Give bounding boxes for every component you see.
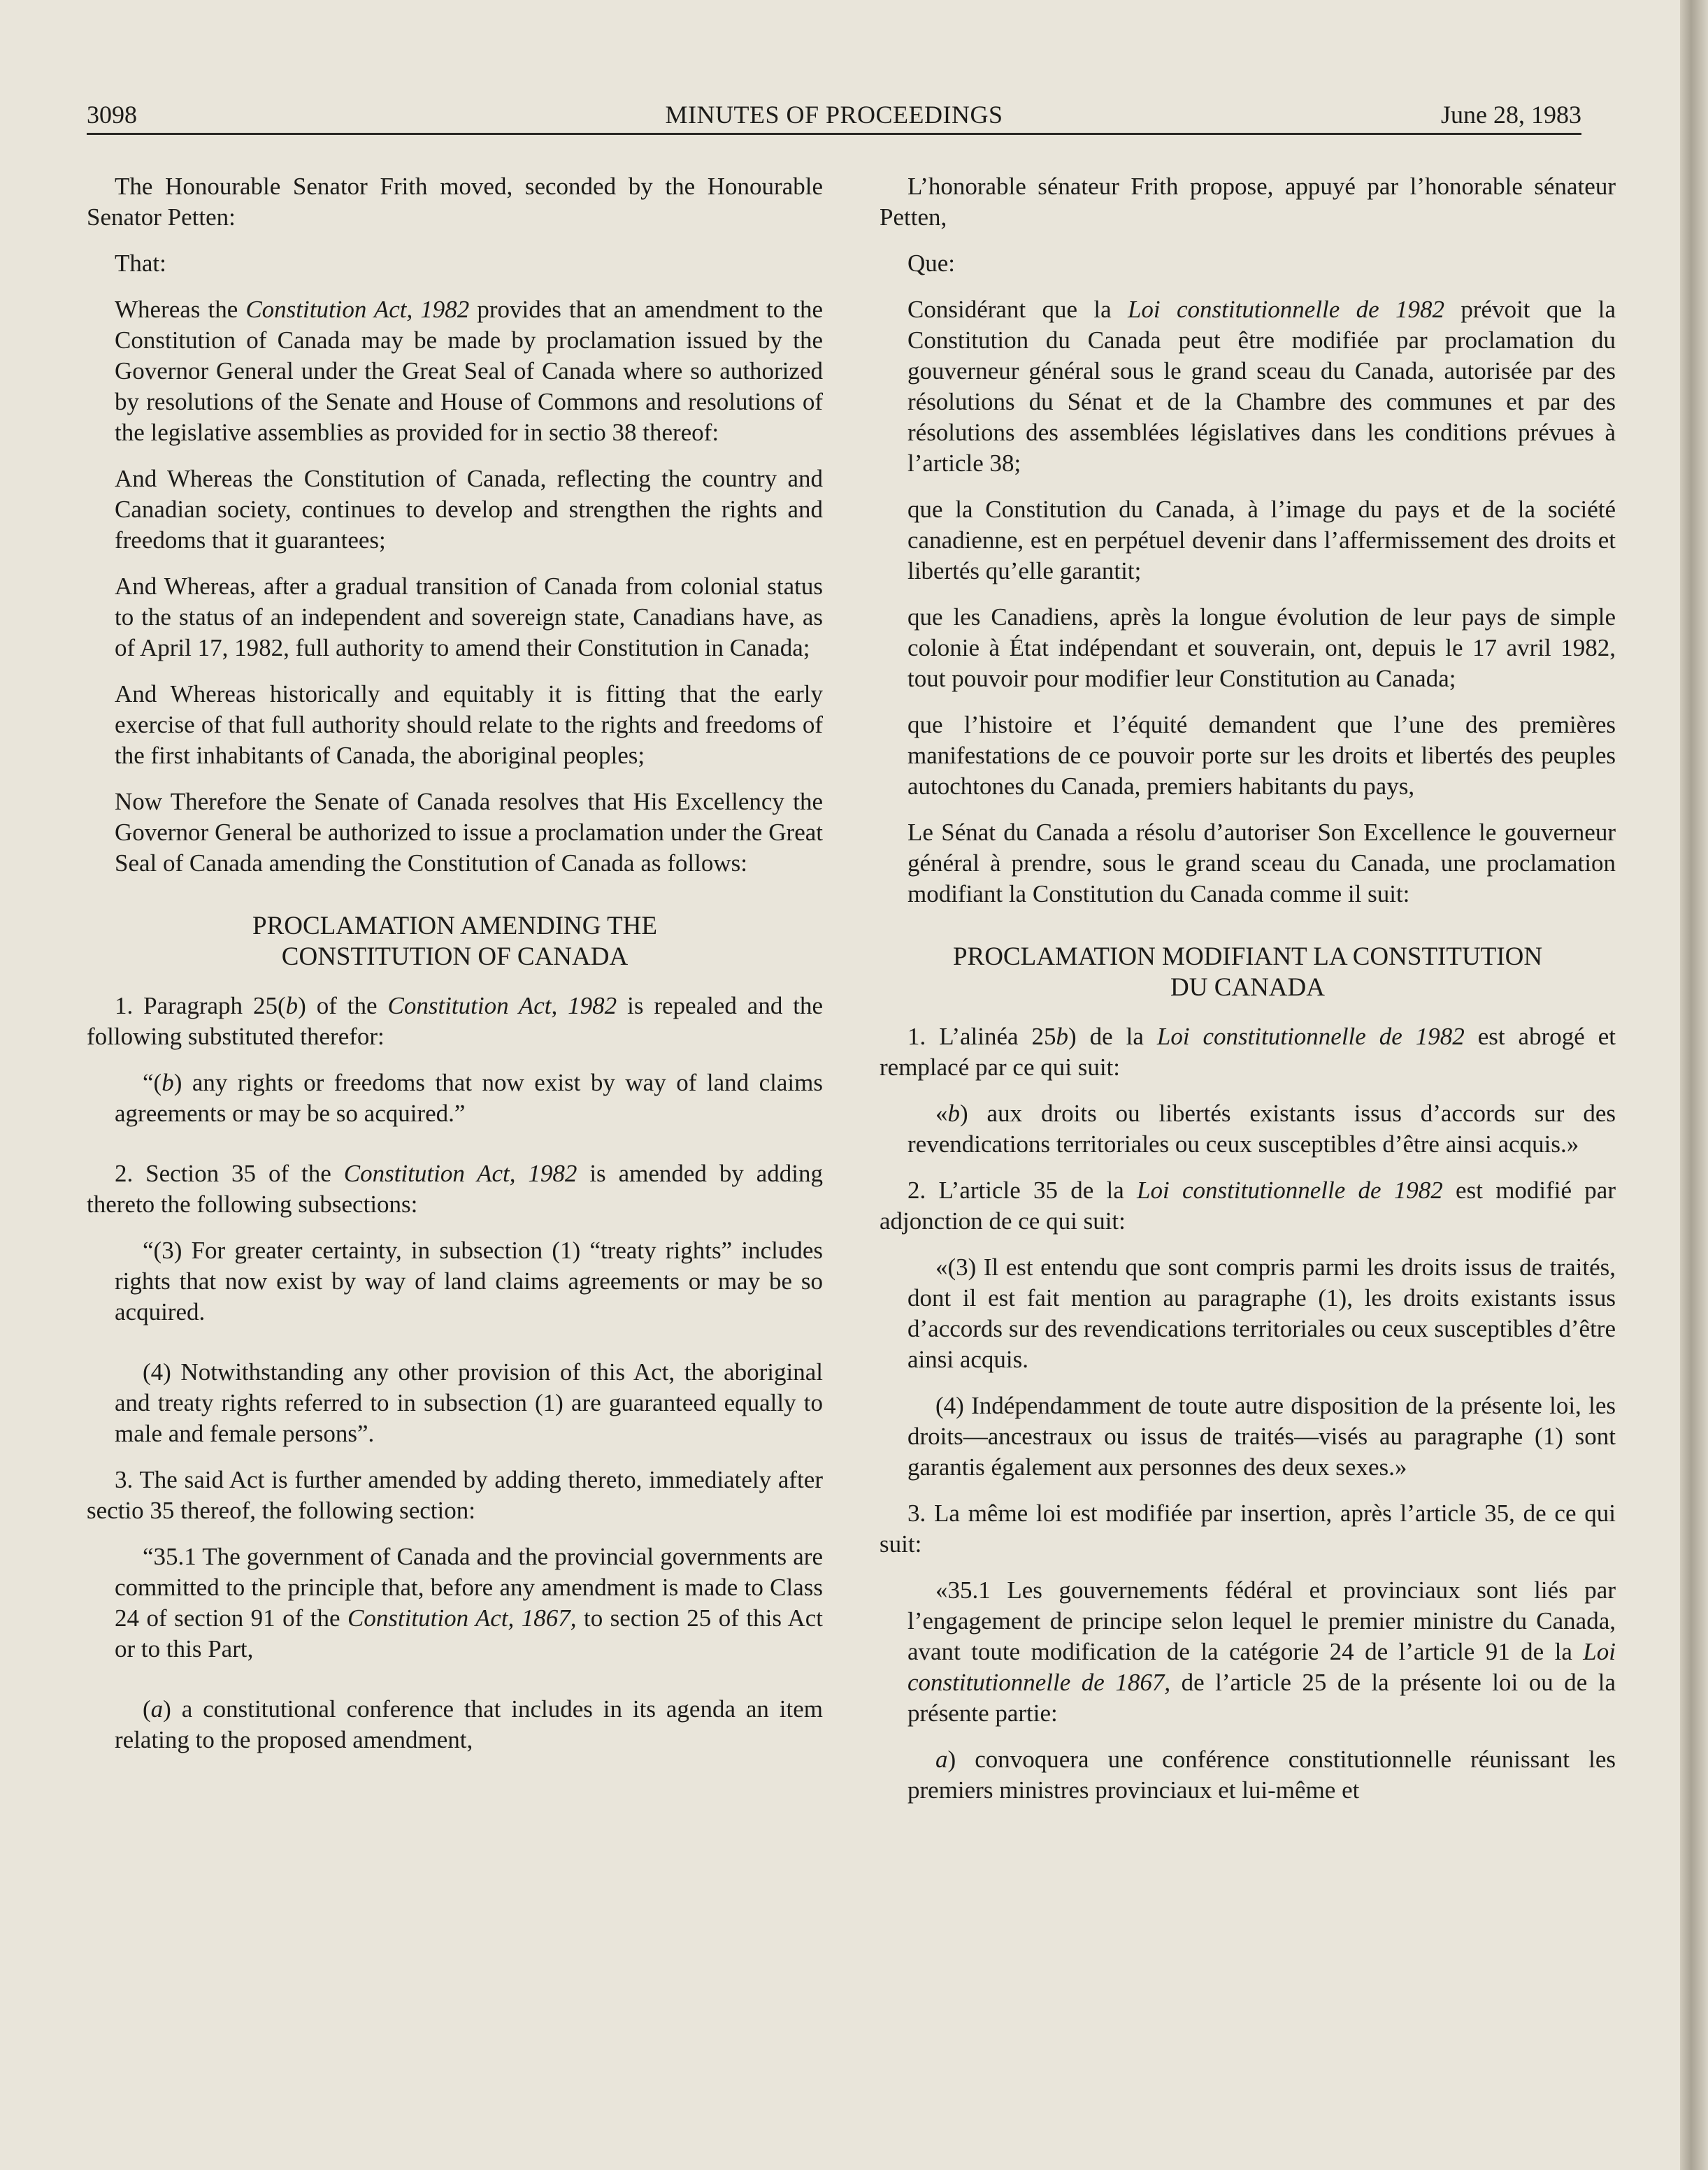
resolution-clause: Now Therefore the Senate of Canada resolves that His Excellency the Governor General be authorized to issue a proclamation under the Great Seal of Canada amending the Constitution of Canada as follows: <box>115 788 823 877</box>
subsection-4-quote-fr: (4) Indépendamment de toute autre disposition de la présente loi, les droits—ancestraux ou issus de traités—visés au paragraphe (1) sont garantis également aux personnes des deux sexes.» <box>907 1392 1616 1481</box>
resolution-clause-fr: Le Sénat du Canada a résolu d’autoriser Son Excellence le gouverneur général à prendre, sous le grand sceau du Canada, une proclamation modifiant la Constitution du Canada comme il suit: <box>907 819 1616 907</box>
section-35-1-quote: “35.1 The government of Canada and the provincial governments are committed to the principle that, before any amendment is made to Class 24 of section 91 of the Constitution Act, 1867, to section 25 of this Act or to this Part, <box>115 1543 824 1662</box>
that-label: That: <box>115 250 166 277</box>
considerant-1: Considérant que la Loi constitutionnelle de 1982 prévoit que la Constitution du Canada peut être modifiée par proclamation du gouverneur général sous le grand sceau du Canada, autorisée par des résolutions du Sénat et de la Chambre des communes et par des résolutions des assemblées législatives dans les conditions prévues à l’article 38; <box>907 296 1616 477</box>
proclamation-heading: PROCLAMATION AMENDING THE CONSTITUTION OF CANADA <box>252 912 657 971</box>
section-35-1-quote-fr: «35.1 Les gouvernements fédéral et provinciaux sont liés par l’engagement de principe selon lequel le premier ministre du Canada, avant toute modification de la catégorie 24 de l’article 91 de la Loi constitutionnelle de 1867, de l’article 25 de la présente loi ou de la présente partie: <box>907 1576 1616 1727</box>
whereas-3: And Whereas, after a gradual transition of Canada from colonial status to the status of an independent and sovereign state, Canadians have, as of April 17, 1982, full authority to amend their Constitution in Canada; <box>115 573 823 661</box>
considerant-3: que les Canadiens, après la longue évolution de leur pays de simple colonie à État indépendant et souverain, ont, depuis le 17 avril 1982, tout pouvoir pour modifier leur Constitution au Canada; <box>907 603 1616 692</box>
running-header <box>87 96 1581 133</box>
section-2: 2. Section 35 of the Constitution Act, 1982 is amended by adding thereto the following subsections: <box>87 1160 823 1218</box>
whereas-4: And Whereas historically and equitably it is fitting that the early exercise of that full authority should relate to the rights and freedoms of the first inhabitants of Canada, the aboriginal peoples; <box>115 680 823 769</box>
section-3-fr: 3. La même loi est modifiée par insertion, après l’article 35, de ce qui suit: <box>880 1500 1616 1558</box>
whereas-2: And Whereas the Constitution of Canada, reflecting the country and Canadian society, continues to develop and strengthen the rights and freedoms that it guarantees; <box>115 465 823 554</box>
que-label: Que: <box>907 250 956 277</box>
section-2-fr: 2. L’article 35 de la Loi constitutionnelle de 1982 est modifié par adjonction de ce qui suit: <box>880 1177 1616 1235</box>
document-date: June 28, 1983 <box>1441 101 1581 129</box>
motion-intro: The Honourable Senator Frith moved, seconded by the Honourable Senator Petten: <box>87 173 823 231</box>
english-column <box>87 171 823 1771</box>
considerant-2: que la Constitution du Canada, à l’image du pays et de la société canadienne, est en perpétuel devenir dans l’affermissement des droits et libertés qu’elle garantit; <box>907 496 1616 584</box>
french-column <box>880 171 1616 1821</box>
section-1-quote: “(b) any rights or freedoms that now exist by way of land claims agreements or may be so acquired.” <box>115 1069 823 1127</box>
subsection-3-quote: “(3) For greater certainty, in subsection (1) “treaty rights” includes rights that now exist by way of land claims agreements or may be so acquired. <box>115 1237 823 1325</box>
page-edge-shadow <box>1680 0 1708 2170</box>
paragraph-a-quote: (a) a constitutional conference that includes in its agenda an item relating to the proposed amendment, <box>115 1695 823 1753</box>
section-1-fr: 1. L’alinéa 25b) de la Loi constitutionnelle de 1982 est abrogé et remplacé par ce qui suit: <box>880 1023 1616 1081</box>
paragraph-a-quote-fr: a) convoquera une conférence constitutionnelle réunissant les premiers ministres provinciaux et lui-même et <box>907 1746 1616 1804</box>
document-title: MINUTES OF PROCEEDINGS <box>665 101 1003 129</box>
section-3: 3. The said Act is further amended by adding thereto, immediately after sectio 35 thereof, the following section: <box>87 1466 823 1524</box>
subsection-4-quote: (4) Notwithstanding any other provision of this Act, the aboriginal and treaty rights referred to in subsection (1) are guaranteed equally to male and female persons”. <box>115 1358 823 1447</box>
page-number: 3098 <box>87 101 137 129</box>
considerant-4: que l’histoire et l’équité demandent que l’une des premières manifestations de ce pouvoir porte sur les droits et libertés des peuples autochtones du Canada, premiers habitants du pays, <box>907 711 1616 800</box>
section-1-quote-fr: «b) aux droits ou libertés existants issus d’accords sur des revendications territoriales ou ceux susceptibles d’être ainsi acquis.» <box>907 1100 1616 1158</box>
header-rule <box>87 133 1581 135</box>
subsection-3-quote-fr: «(3) Il est entendu que sont compris parmi les droits issus de traités, dont il est fait mention au paragraphe (1), les droits existants issus d’accords sur des revendications territoriales ou ceux susceptibles d’être ainsi acquis. <box>907 1253 1616 1373</box>
proclamation-heading-fr: PROCLAMATION MODIFIANT LA CONSTITUTION DU CANADA <box>952 942 1543 1002</box>
section-1: 1. Paragraph 25(b) of the Constitution Act, 1982 is repealed and the following substituted therefor: <box>87 992 824 1050</box>
whereas-1: Whereas the Constitution Act, 1982 provides that an amendment to the Constitution of Canada may be made by proclamation issued by the Governor General under the Great Seal of Canada where so authorized by resolutions of the Senate and House of Commons and resolutions of the legislative assemblies as provided for in sectio 38 thereof: <box>115 296 824 446</box>
motion-intro-fr: L’honorable sénateur Frith propose, appuyé par l’honorable sénateur Petten, <box>880 173 1616 231</box>
